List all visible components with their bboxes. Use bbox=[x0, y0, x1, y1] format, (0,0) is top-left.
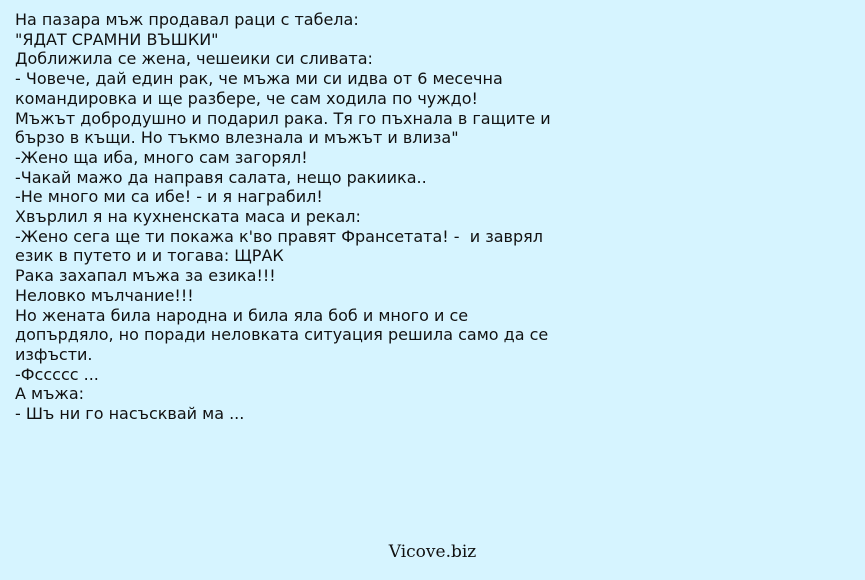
joke-line: Доближила се жена, чешеики си сливата: bbox=[15, 49, 373, 69]
joke-line: -Чакай мажо да направя салата, нещо ракиика.. bbox=[15, 167, 427, 187]
joke-line: Рака захапал мъжа за езика!!! bbox=[15, 266, 276, 286]
joke-line: А мъжа: bbox=[15, 384, 85, 404]
joke-line: изфъсти. bbox=[15, 344, 93, 364]
joke-text bbox=[15, 10, 860, 424]
joke-line: -Фссссс ... bbox=[15, 364, 99, 384]
joke-line: -Жено сега ще ти покажа к'во правят Франсетата! - и заврял bbox=[15, 226, 543, 246]
joke-line: Мъжът добродушно и подарил рака. Тя го пъхнала в гащите и bbox=[15, 108, 551, 128]
joke-line: Неловко мълчание!!! bbox=[15, 285, 194, 305]
joke-line: Хвърлил я на кухненската маса и рекал: bbox=[15, 207, 361, 227]
joke-line: командировка и ще разбере, че сам ходила по чуждо! bbox=[15, 88, 478, 108]
joke-line: "ЯДАТ СРАМНИ ВЪШКИ" bbox=[15, 29, 219, 49]
joke-line: бързо в къщи. Но тъкмо влезнала и мъжът и влиза" bbox=[15, 128, 459, 148]
joke-line: език в путето и и тогава: ЩРАК bbox=[15, 246, 284, 266]
joke-line: - Човече, дай един рак, че мъжа ми си идва от 6 месечна bbox=[15, 69, 503, 89]
joke-line: Но жената била народна и била яла боб и много и се bbox=[15, 305, 469, 325]
joke-line: -Жено ща иба, много сам загорял! bbox=[15, 147, 308, 167]
joke-line: На пазара мъж продавал раци с табела: bbox=[15, 10, 359, 29]
site-watermark: Vicove.biz bbox=[388, 542, 477, 562]
joke-line: -Не много ми са ибе! - и я награбил! bbox=[15, 187, 323, 207]
joke-line: - Шъ ни го насъсквай ма ... bbox=[15, 404, 245, 424]
joke-line: допърдяло, но поради неловката ситуация решила само да се bbox=[15, 325, 549, 345]
